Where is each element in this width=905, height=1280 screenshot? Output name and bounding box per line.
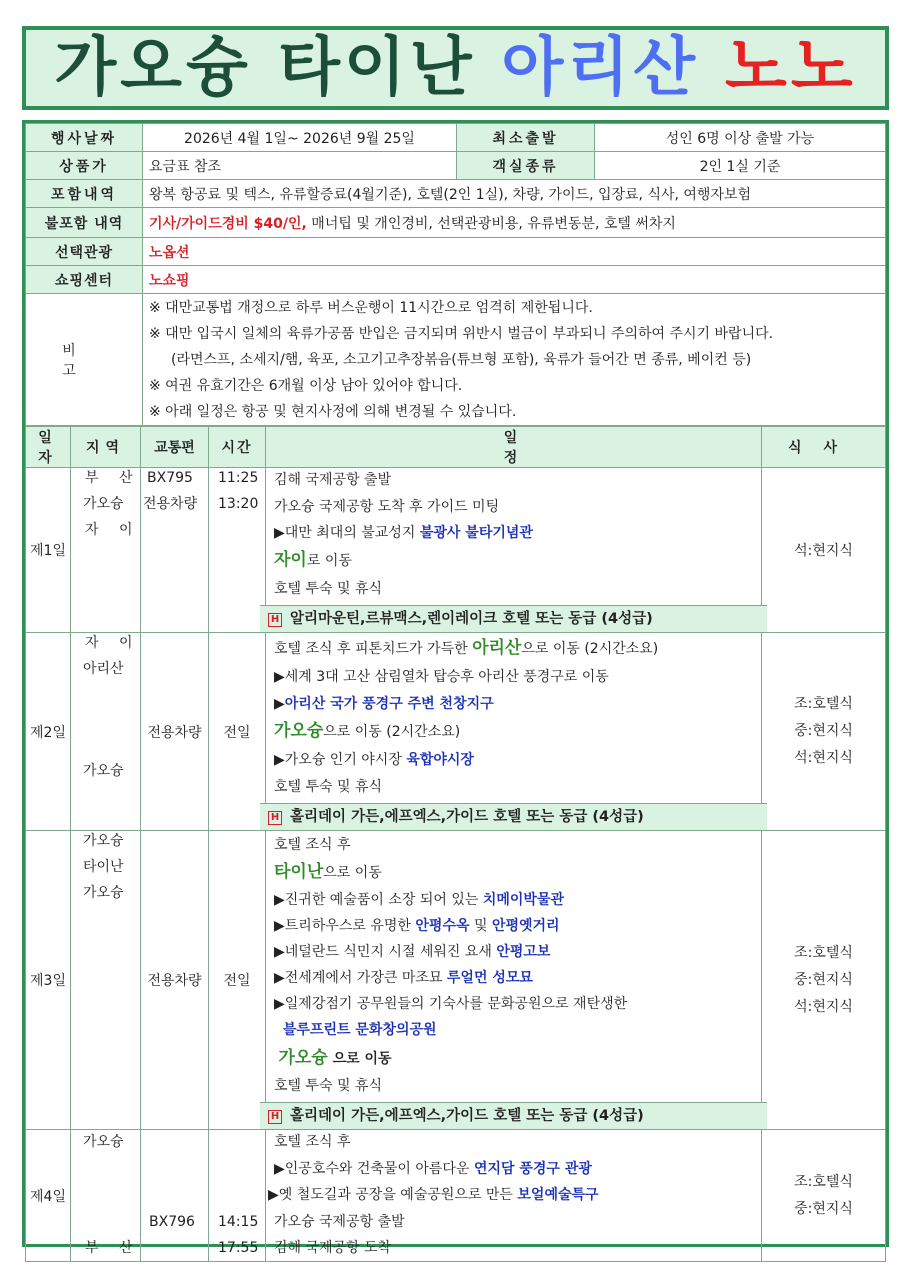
itinerary-line: ▶아리산 국가 풍경구 주변 천창지구 bbox=[274, 696, 494, 712]
transport-bus: 전용차량 bbox=[143, 496, 198, 512]
itinerary-line: ▶트리하우스로 유명한 안평수옥 및 안평옛거리 bbox=[274, 918, 560, 934]
itinerary-line: ▶진귀한 예술품이 소장 되어 있는 치메이박물관 bbox=[274, 892, 564, 908]
price-label: 상품가 bbox=[26, 152, 143, 180]
transport-cell bbox=[141, 468, 209, 633]
room-label: 객실종류 bbox=[457, 152, 595, 180]
region-cell bbox=[71, 831, 141, 1130]
itinerary-cell bbox=[266, 468, 762, 633]
meal-cell bbox=[762, 468, 886, 633]
transport-cell bbox=[141, 633, 209, 831]
highlight-city: 아리산 bbox=[472, 638, 522, 658]
day-row bbox=[26, 633, 886, 831]
time-cell bbox=[209, 468, 266, 633]
title-arisan: 아리산 bbox=[501, 31, 700, 105]
region-name: 가오슝 bbox=[83, 833, 124, 849]
col-transport: 교통편 bbox=[141, 427, 209, 468]
itinerary-line: ▶인공호수와 건축물이 아름다운 연지담 풍경구 관광 bbox=[274, 1161, 592, 1177]
highlight-attraction: 육합야시장 bbox=[406, 752, 474, 768]
time-value: 전일 bbox=[223, 724, 251, 741]
meal-item: 중:현지식 bbox=[794, 723, 853, 739]
time-cell bbox=[209, 831, 266, 1130]
transport-flight: BX795 bbox=[147, 470, 193, 486]
shop-value: 노쇼핑 bbox=[143, 266, 886, 294]
col-meal: 식사 bbox=[762, 427, 886, 468]
include-value: 왕복 항공료 및 텍스, 유류할증료(4월기준), 호텔(2인 1실), 차량, 가이드, 입장료, 식사, 여행자보험 bbox=[143, 180, 886, 208]
note-item: ※ 대만교통법 개정으로 하루 버스운행이 11시간으로 엄격히 제한됩니다. bbox=[149, 299, 593, 316]
meal-item: 석:현지식 bbox=[794, 750, 853, 766]
day-label: 제3일 bbox=[26, 831, 71, 1130]
highlight-city: 타이난 bbox=[274, 862, 324, 882]
min-depart-label: 최소출발 bbox=[457, 124, 595, 152]
region-cell bbox=[71, 633, 141, 831]
itinerary-line: 자이로 이동 bbox=[274, 550, 352, 570]
itinerary-line: ▶옛 철도길과 공장을 예술공원으로 만든 보얼예술특구 bbox=[268, 1187, 599, 1203]
itinerary-line: 가오슝으로 이동 (2시간소요) bbox=[274, 721, 461, 741]
meal-cell bbox=[762, 633, 886, 831]
meal-item: 중:현지식 bbox=[794, 971, 853, 988]
day-label: 제1일 bbox=[26, 468, 71, 633]
itinerary-line: 가오슝 으로 이동 bbox=[278, 1048, 392, 1068]
option-label: 선택관광 bbox=[26, 238, 143, 266]
day-row bbox=[26, 468, 886, 633]
info-table bbox=[25, 123, 886, 426]
itinerary-line: ▶전세계에서 가장큰 마조묘 루얼먼 성모묘 bbox=[274, 970, 533, 986]
itinerary-line: ▶대만 최대의 불교성지 불광사 불타기념관 bbox=[274, 525, 533, 541]
region-name: 가오슝 bbox=[83, 1134, 124, 1150]
period-value: 2026년 4월 1일~ 2026년 9월 25일 bbox=[143, 124, 457, 152]
meal-item: 조:호텔식 bbox=[794, 1173, 853, 1190]
meal-item: 조:호텔식 bbox=[794, 696, 853, 712]
transport-flight: BX796 bbox=[149, 1214, 195, 1230]
transport-bus: 전용차량 bbox=[147, 724, 202, 741]
itinerary-line: ▶가오슝 인기 야시장 육합야시장 bbox=[274, 752, 474, 768]
meal-item: 중:현지식 bbox=[794, 1200, 853, 1217]
col-day: 일자 bbox=[26, 427, 71, 468]
meal-cell bbox=[762, 1130, 886, 1262]
itinerary-cell bbox=[266, 831, 762, 1130]
region-name: 가오슝 bbox=[83, 763, 124, 779]
meal-cell bbox=[762, 831, 886, 1130]
meal-item: 석:현지식 bbox=[794, 998, 853, 1015]
region-cell bbox=[71, 468, 141, 633]
meal-item: 석:현지식 bbox=[794, 543, 853, 559]
highlight-attraction: 연지담 풍경구 관광 bbox=[473, 1161, 592, 1177]
hotel-bar bbox=[260, 1102, 767, 1129]
highlight-city: 자이 bbox=[274, 550, 307, 570]
transport-cell bbox=[141, 831, 209, 1130]
day-row bbox=[26, 1130, 886, 1262]
hotel-h-icon: H bbox=[268, 613, 282, 627]
col-itinerary: 일 정 bbox=[266, 427, 762, 468]
note-item: (라면스프, 소세지/햄, 육포, 소고기고추장볶음(튜브형 포함), 육류가 들어간 면 종류, 베이컨 등) bbox=[171, 351, 752, 368]
itinerary-line: 가오슝 국제공항 도착 후 가이드 미팅 bbox=[274, 499, 500, 515]
title-banner bbox=[22, 26, 889, 110]
time-value: 14:15 bbox=[218, 1214, 259, 1230]
day-row bbox=[26, 831, 886, 1130]
title-nono: 노노 bbox=[725, 31, 857, 105]
col-region: 지역 bbox=[71, 427, 141, 468]
note-item: ※ 아래 일정은 항공 및 현지사정에 의해 변경될 수 있습니다. bbox=[149, 403, 517, 420]
min-depart-value: 성인 6명 이상 출발 가능 bbox=[595, 124, 886, 152]
hotel-name: 홀리데이 가든,에프엑스,가이드 호텔 또는 동급 (4성급) bbox=[290, 1108, 644, 1124]
time-value: 11:25 bbox=[218, 470, 259, 486]
option-value: 노옵션 bbox=[143, 238, 886, 266]
itinerary-line: 호텔 투숙 및 휴식 bbox=[274, 779, 383, 795]
hotel-h-icon: H bbox=[268, 1110, 282, 1124]
time-value: 전일 bbox=[223, 973, 251, 989]
time-cell bbox=[209, 633, 266, 831]
room-value: 2인 1실 기준 bbox=[595, 152, 886, 180]
transport-cell bbox=[141, 1130, 209, 1262]
price-value: 요금표 참조 bbox=[143, 152, 457, 180]
meal-item: 조:호텔식 bbox=[794, 944, 853, 961]
itinerary-line: 호텔 투숙 및 휴식 bbox=[274, 581, 383, 597]
itinerary-line: 가오슝 국제공항 출발 bbox=[274, 1214, 405, 1230]
itinerary-line: 호텔 조식 후 bbox=[274, 837, 351, 853]
time-cell bbox=[209, 1130, 266, 1262]
title-main: 가오슝 타이난 bbox=[54, 31, 476, 105]
itinerary-line: 김해 국제공항 출발 bbox=[274, 472, 392, 488]
schedule-table bbox=[25, 426, 886, 1262]
region-name: 타이난 bbox=[83, 859, 124, 875]
highlight-attraction: 안평수옥 bbox=[415, 918, 470, 934]
period-label: 행사날짜 bbox=[26, 124, 143, 152]
highlight-attraction: 불광사 불타기념관 bbox=[419, 525, 533, 541]
shop-label: 쇼핑센터 bbox=[26, 266, 143, 294]
transport-bus: 전용차량 bbox=[147, 973, 202, 989]
hotel-h-icon: H bbox=[268, 811, 282, 825]
itinerary-line: 김해 국제공항 도착 bbox=[274, 1240, 392, 1256]
note-label: 비 고 bbox=[26, 294, 143, 426]
highlight-attraction: 루얼먼 성모묘 bbox=[446, 970, 533, 986]
itinerary-line: 호텔 조식 후 피톤치드가 가득한 아리산으로 이동 (2시간소요) bbox=[274, 638, 659, 658]
highlight-attraction: 안평고보 bbox=[496, 944, 551, 960]
itinerary-line: ▶네덜란드 식민지 시절 세워진 요새 안평고보 bbox=[274, 944, 551, 960]
time-value: 13:20 bbox=[218, 496, 259, 512]
region-cell bbox=[71, 1130, 141, 1262]
exclude-value bbox=[143, 208, 886, 238]
region-name: 아리산 bbox=[83, 661, 124, 677]
hotel-name: 알리마운틴,르뷰맥스,렌이레이크 호텔 또는 동급 (4성급) bbox=[290, 611, 653, 627]
region-name: 부 산 bbox=[85, 1240, 141, 1256]
exclude-guide-fee: 기사/가이드경비 $40/인, bbox=[149, 215, 307, 232]
itinerary-line: 호텔 조식 후 bbox=[274, 1134, 351, 1150]
exclude-label: 불포함 내역 bbox=[26, 208, 143, 238]
itinerary-line: 타이난으로 이동 bbox=[274, 862, 382, 882]
include-label: 포함내역 bbox=[26, 180, 143, 208]
itinerary-line bbox=[274, 1020, 437, 1040]
region-name: 가오슝 bbox=[83, 885, 124, 901]
highlight-city: 가오슝 bbox=[274, 721, 324, 741]
hotel-name: 홀리데이 가든,에프엑스,가이드 호텔 또는 동급 (4성급) bbox=[290, 809, 644, 825]
note-item: ※ 여권 유효기간은 6개월 이상 남아 있어야 합니다. bbox=[149, 377, 463, 394]
highlight-attraction: 치메이박물관 bbox=[482, 892, 564, 908]
region-name: 자 이 bbox=[85, 635, 141, 651]
itinerary-cell bbox=[266, 1130, 762, 1262]
hotel-bar bbox=[260, 605, 767, 632]
region-name: 부 산 bbox=[85, 470, 141, 486]
time-value: 17:55 bbox=[218, 1240, 259, 1256]
highlight-attraction: 아리산 국가 풍경구 주변 천창지구 bbox=[284, 696, 494, 712]
region-name: 자 이 bbox=[85, 522, 141, 538]
note-item: ※ 대만 입국시 일체의 육류가공품 반입은 금지되며 위반시 벌금이 부과되니 주의하여 주시기 바랍니다. bbox=[149, 325, 774, 342]
highlight-attraction: 안평옛거리 bbox=[491, 918, 560, 934]
itinerary-line: ▶세계 3대 고산 삼림열차 탑승후 아리산 풍경구로 이동 bbox=[274, 669, 609, 685]
hotel-bar bbox=[260, 803, 767, 830]
col-time: 시간 bbox=[209, 427, 266, 468]
itinerary-line: 호텔 투숙 및 휴식 bbox=[274, 1078, 383, 1094]
highlight-city: 가오슝 bbox=[278, 1048, 328, 1068]
itinerary-cell bbox=[266, 633, 762, 831]
highlight-attraction: 보얼예술특구 bbox=[517, 1187, 599, 1203]
day-label: 제4일 bbox=[26, 1130, 71, 1262]
highlight-attraction: 블루프린트 문화창의공원 bbox=[282, 1022, 437, 1038]
note-list bbox=[143, 294, 886, 426]
day-label: 제2일 bbox=[26, 633, 71, 831]
document-frame bbox=[22, 120, 889, 1256]
region-name: 가오슝 bbox=[83, 496, 124, 512]
exclude-rest: 매너팁 및 개인경비, 선택관광비용, 유류변동분, 호텔 써차지 bbox=[306, 215, 676, 232]
itinerary-line: ▶일제강점기 공무원들의 기숙사를 문화공원으로 재탄생한 bbox=[274, 996, 628, 1012]
